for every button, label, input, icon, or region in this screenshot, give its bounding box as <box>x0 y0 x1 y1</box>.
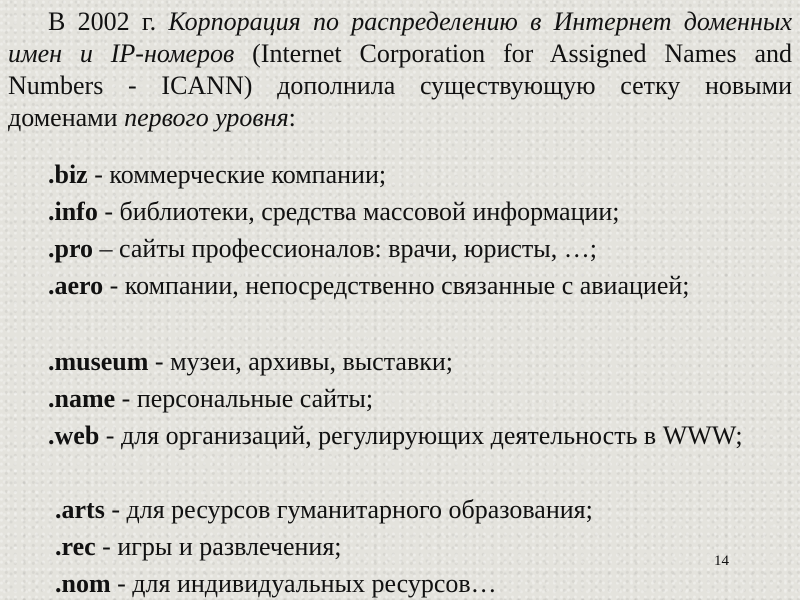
domain-desc-biz: - коммерческие компании; <box>87 160 387 189</box>
domain-item-museum <box>48 346 792 378</box>
intro-text-3: : <box>288 103 296 132</box>
domain-desc-pro: – сайты профессионалов: врачи, юристы, …; <box>93 234 597 263</box>
domain-item-biz <box>48 159 792 191</box>
domain-item-info <box>48 196 792 228</box>
domain-code-arts: .arts <box>55 495 105 524</box>
domain-code-aero: .aero <box>48 271 104 300</box>
domain-code-info: .info <box>48 197 98 226</box>
domain-item-rec <box>55 531 792 563</box>
domain-item-arts <box>55 494 792 526</box>
domain-code-web: .web <box>48 421 100 450</box>
domain-code-museum: .museum <box>48 347 149 376</box>
domain-desc-arts: - для ресурсов гуманитарного образования; <box>104 495 593 524</box>
domain-desc-museum: - музеи, архивы, выставки; <box>148 347 453 376</box>
domain-desc-web: - для организаций, регулирующих деятельность в WWW; <box>99 421 743 450</box>
domain-desc-rec: - игры и развлечения; <box>95 532 342 561</box>
domain-code-rec: .rec <box>55 532 96 561</box>
domain-desc-nom: - для индивидуальных ресурсов… <box>110 569 497 598</box>
domain-desc-info: - библиотеки, средства массовой информации; <box>97 197 620 226</box>
domain-code-nom: .nom <box>55 569 111 598</box>
intro-text-2: (Internet Corporation for Assigned Names and Numbers - ICANN) дополнила существующую сетку новыми доменами <box>8 39 792 132</box>
domain-item-aero <box>8 270 792 302</box>
intro-paragraph <box>8 6 792 134</box>
domain-item-name <box>48 383 792 415</box>
domain-item-pro <box>48 233 792 265</box>
domain-desc-aero: - компании, непосредственно связанные с авиацией; <box>103 271 690 300</box>
domain-code-pro: .pro <box>48 234 94 263</box>
domain-code-name: .name <box>48 384 116 413</box>
page-number: 14 <box>714 553 729 569</box>
domain-desc-name: - персональные сайты; <box>115 384 374 413</box>
intro-text-1: В 2002 г. <box>48 7 169 36</box>
domain-item-nom <box>55 568 792 600</box>
domain-code-biz: .biz <box>48 160 88 189</box>
organization-name-ru: Корпорация по распределению в Интернет доменных имен и IP-номеров <box>8 7 792 68</box>
first-level-term: первого уровня <box>124 103 289 132</box>
domain-item-web <box>8 420 792 452</box>
